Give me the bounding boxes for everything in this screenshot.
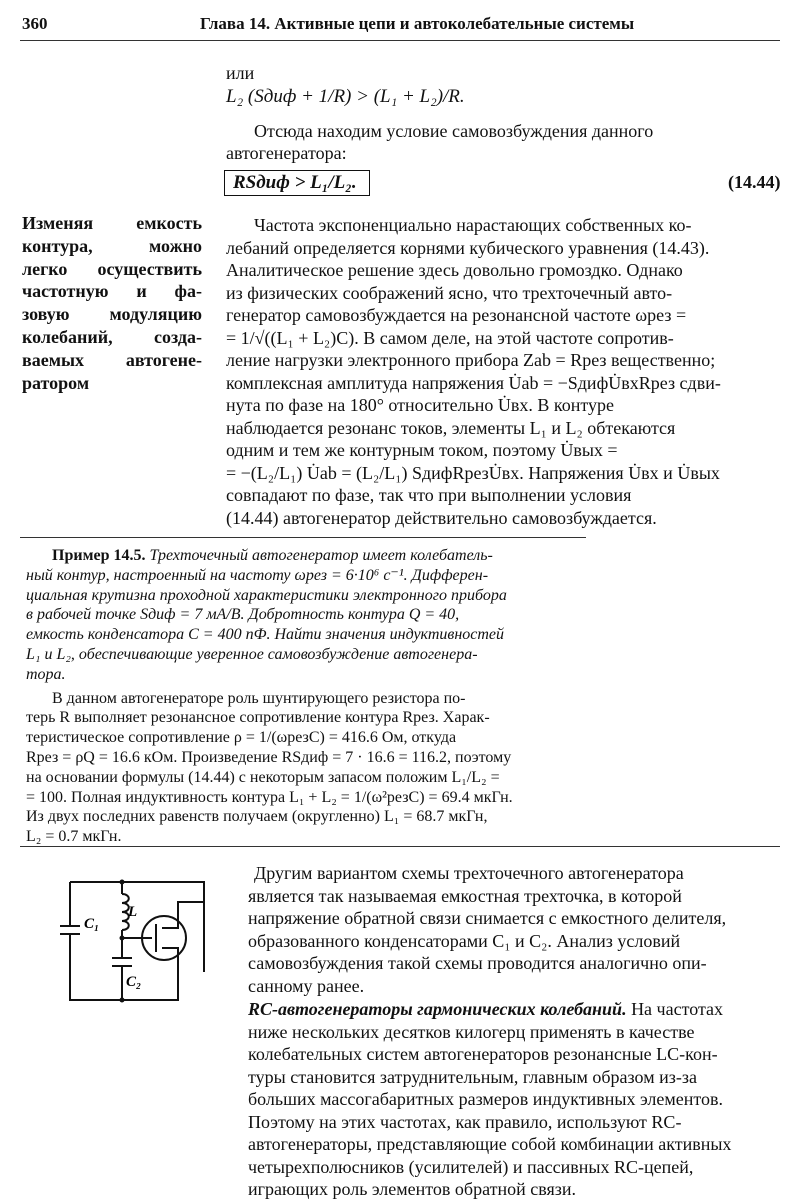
sidebar-line: ратором xyxy=(22,372,90,393)
paragraph-line: ление нагрузки электронного прибора Zab = Rрез вещественно; xyxy=(226,350,716,370)
example-statement-line: емкость конденсатора C = 400 пФ. Найти значения индуктивностей xyxy=(26,626,505,644)
capacitor-c2 xyxy=(112,958,132,966)
example-solution-line: на основании формулы (14.44) с некоторым запасом положим L₁/L₂ = xyxy=(26,768,500,786)
equation-number: (14.44) xyxy=(728,172,781,192)
paragraph-line: играющих роль элементов обратной связи. xyxy=(248,1179,576,1199)
paragraph-line: автогенераторы, представляющие собой комбинации активных xyxy=(248,1134,732,1154)
capacitive-three-point-paragraph xyxy=(248,862,780,997)
paragraph-line: туры становится затруднительным, главным образом из-за xyxy=(248,1066,697,1087)
condition-text-2: автогенератора: xyxy=(226,143,347,163)
header-divider xyxy=(20,40,780,41)
paragraph-line: совпадают по фазе, так что при выполнении условия xyxy=(226,485,632,505)
sidebar-line: контура, можно xyxy=(22,235,202,256)
example-solution-line: Из двух последних равенств получаем (округленно) L₁ = 68.7 мкГн, xyxy=(26,808,488,826)
paragraph-line: из физических соображений ясно, что трехточечный авто- xyxy=(226,282,673,303)
inequality: L₂ (Sдиф + 1/R) > (L₁ + L₂)/R. xyxy=(226,86,465,107)
boxed-equation: RSдиф > L₁/L₂. xyxy=(224,170,370,196)
paragraph-line: четырехполюсников (усилителей) и пассивных RC-цепей, xyxy=(248,1156,694,1177)
paragraph-line: колебательных систем автогенераторов резонансные LC-кон- xyxy=(248,1044,718,1064)
paragraph-line: = −(L₂/L₁) U̇ab = (L₂/L₁) SдифRрезU̇вх. Напряжения U̇вх и U̇вых xyxy=(226,462,720,483)
paragraph-line: Другим вариантом схемы трехточечного автогенератора xyxy=(254,863,684,883)
condition-text-1: Отсюда находим условие самовозбуждения данного xyxy=(254,121,654,141)
paragraph-line: комплексная амплитуда напряжения U̇ab = −SдифU̇вхRрез сдви- xyxy=(226,372,721,393)
rc-section-heading: RC-автогенераторы гармонических колебаний. xyxy=(248,999,627,1019)
paragraph-line: Поэтому на этих частотах, как правило, используют RC- xyxy=(248,1111,682,1132)
example-top-rule xyxy=(20,537,586,538)
example-label: Пример 14.5. xyxy=(52,547,146,564)
paragraph-line: является так называемая емкостная трехточка, в которой xyxy=(248,885,682,906)
example-solution-line: = 100. Полная индуктивность контура L₁ + L₂ = 1/(ω²резC) = 69.4 мкГн. xyxy=(26,788,513,806)
sidebar-line: Изменяя емкость xyxy=(22,213,202,233)
paragraph-line: самовозбуждения такой схемы проводится аналогично опи- xyxy=(248,953,707,973)
example-block xyxy=(26,546,582,847)
chapter-title: Глава 14. Активные цепи и автоколебательные системы xyxy=(200,14,635,33)
example-statement-line: в рабочей точке Sдиф = 7 мА/В. Добротность контура Q = 40, xyxy=(26,606,460,624)
paragraph-line: лебаний определяется корнями кубического уравнения (14.43). xyxy=(226,237,710,258)
sidebar-line: легко осуществить xyxy=(22,258,202,279)
paragraph-line: Аналитическое решение здесь довольно громоздко. Однако xyxy=(226,260,683,280)
example-solution-line: терь R выполняет резонансное сопротивление контура Rрез. Харак- xyxy=(26,709,490,727)
example-statement-line: L₁ и L₂, обеспечивающие уверенное самовозбуждение автогенера- xyxy=(26,645,478,663)
sidebar-line: зовую модуляцию xyxy=(22,304,202,325)
paragraph-line: На частотах xyxy=(631,999,724,1019)
paragraph-line: ниже нескольких десятков килогерц применять в качестве xyxy=(248,1021,695,1042)
example-solution-line: Rрез = ρQ = 16.6 кОм. Произведение RSдиф = 7 · 16.6 = 116.2, поэтому xyxy=(26,748,512,766)
example-statement-line: тора. xyxy=(26,665,66,683)
paragraph-line: = 1/√((L₁ + L₂)C). В самом деле, на этой частоте сопротив- xyxy=(226,327,674,348)
sidebar-line: ваемых автогене- xyxy=(22,349,202,370)
paragraph-line: (14.44) автогенератор действительно самовозбуждается. xyxy=(226,507,657,528)
page-number: 360 xyxy=(22,14,48,33)
sidebar-line: колебаний, созда- xyxy=(22,326,202,347)
example-statement-line: циальная крутизна проходной характеристики электронного прибора xyxy=(26,586,507,604)
sidebar-note xyxy=(22,212,202,394)
circuit-label-c2: C₂ xyxy=(126,974,142,990)
sidebar-line: частотную и фа- xyxy=(22,281,202,302)
paragraph-line: одним и тем же контурным током, поэтому U̇вых = xyxy=(226,440,618,460)
paragraph-line: нута по фазе на 180° относительно U̇вх. В контуре xyxy=(226,395,615,415)
rc-oscillators-paragraph xyxy=(248,998,780,1201)
circuit-label-l: L xyxy=(128,904,138,920)
paragraph-line: образованного конденсаторами C₁ и C₂. Анализ условий xyxy=(248,930,681,951)
capacitor-c1 xyxy=(60,926,80,934)
example-statement-line: ный контур, настроенный на частоту ωрез = 6·10⁶ с⁻¹. Дифферен- xyxy=(26,566,489,584)
paragraph-line: напряжение обратной связи снимается с емкостного делителя, xyxy=(248,908,727,928)
paragraph-line: санному ранее. xyxy=(248,975,365,996)
paragraph-line: генератор самовозбуждается на резонансной частоте ωрез = xyxy=(226,305,687,325)
paragraph-line: Частота экспоненциально нарастающих собственных ко- xyxy=(254,215,692,235)
paragraph-line: наблюдается резонанс токов, элементы L₁ и L₂ обтекаются xyxy=(226,417,676,438)
example-solution-line: В данном автогенераторе роль шунтирующего резистора по- xyxy=(52,689,466,707)
example-statement-line: Трехточечный автогенератор имеет колебатель- xyxy=(149,547,493,564)
capacitive-three-point-circuit xyxy=(52,872,212,1012)
or-text: или xyxy=(226,63,255,83)
example-solution-line: теристическое сопротивление ρ = 1/(ωрезC) = 416.6 Ом, откуда xyxy=(26,729,457,747)
example-solution-line: L₂ = 0.7 мкГн. xyxy=(26,828,122,846)
paragraph-line: больших массогабаритных размеров индуктивных элементов. xyxy=(248,1089,723,1109)
section-divider xyxy=(20,846,780,847)
circuit-label-c1: C₁ xyxy=(84,916,100,932)
